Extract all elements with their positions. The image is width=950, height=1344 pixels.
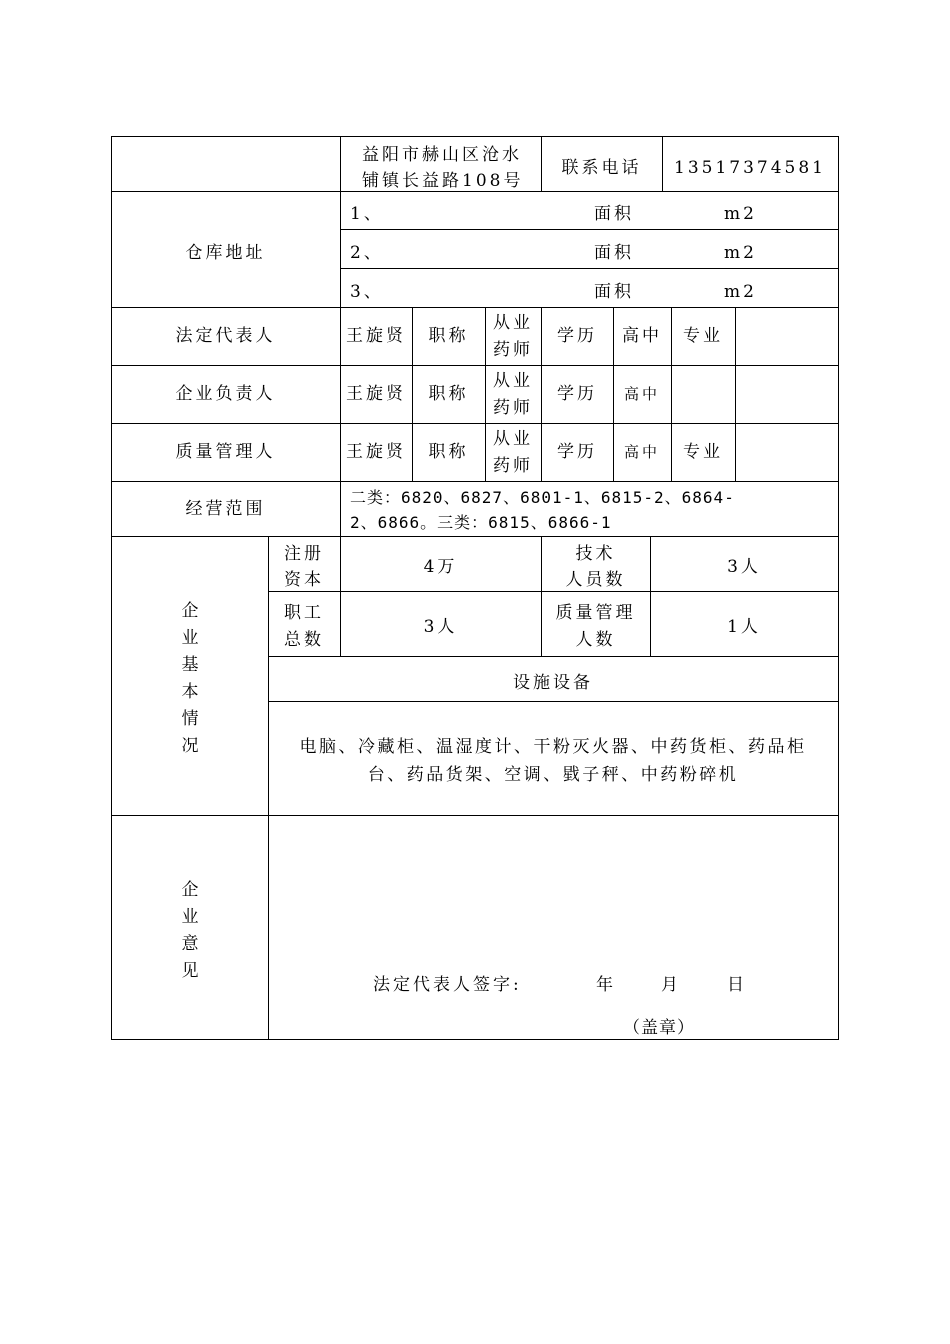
person-2-role: 企业负责人 xyxy=(175,384,276,404)
warehouse-1-area-label: 面积 xyxy=(594,204,634,224)
border-p3 xyxy=(111,481,839,482)
tech-staff-label-l2: 人员数 xyxy=(565,570,626,590)
seal-label: （盖章） xyxy=(623,1018,695,1038)
reg-capital-label-l1: 注册 xyxy=(284,544,324,564)
person-3-edu-label: 学历 xyxy=(557,442,597,462)
qm-count-label-l2: 人数 xyxy=(575,630,616,650)
border-basic-end xyxy=(111,815,839,816)
person-3-name: 王旋贤 xyxy=(346,442,406,462)
border-scope xyxy=(111,536,839,537)
person-1-major-label: 专业 xyxy=(683,326,723,346)
qm-count-label-l1: 质量管理 xyxy=(555,603,636,623)
facility-header: 设施设备 xyxy=(513,673,593,693)
person-2-title-l2: 药师 xyxy=(493,398,533,418)
phone-value: 13517374581 xyxy=(674,158,826,178)
border-right xyxy=(838,136,839,1040)
person-2-title-l1: 从业 xyxy=(493,371,533,391)
signature-label: 法定代表人签字: xyxy=(373,975,522,995)
staff-total-value: 3人 xyxy=(423,617,458,637)
warehouse-2-area-label: 面积 xyxy=(594,243,634,263)
person-1-title-l2: 药师 xyxy=(493,340,533,360)
address-line2: 铺镇长益路108号 xyxy=(362,171,524,191)
border-b2 xyxy=(268,656,839,657)
warehouse-label: 仓库地址 xyxy=(185,243,266,263)
person-2-edu-label: 学历 xyxy=(557,384,597,404)
qm-count-value: 1人 xyxy=(727,617,761,637)
border-wh2 xyxy=(340,268,839,269)
person-3-title-label: 职称 xyxy=(428,442,469,462)
address-line1: 益阳市赫山区沧水 xyxy=(362,145,522,165)
scope-label: 经营范围 xyxy=(185,499,266,519)
warehouse-3-unit: m2 xyxy=(724,282,757,302)
reg-capital-value: 4万 xyxy=(423,557,458,577)
person-3-major-label: 专业 xyxy=(683,442,723,462)
border-b3 xyxy=(268,701,839,702)
person-2-title-label: 职称 xyxy=(428,384,469,404)
warehouse-3-num: 3、 xyxy=(350,282,384,302)
border-p1 xyxy=(111,365,839,366)
opinion-side-label: 企 业 意 见 xyxy=(181,880,199,981)
warehouse-1-num: 1、 xyxy=(350,204,384,224)
warehouse-2-unit: m2 xyxy=(724,243,757,263)
person-3-title-l2: 药师 xyxy=(493,456,533,476)
date-month: 月 xyxy=(661,975,681,995)
border-wh1 xyxy=(340,229,839,230)
border-p2 xyxy=(111,423,839,424)
person-3-title-l1: 从业 xyxy=(493,429,533,449)
person-1-role: 法定代表人 xyxy=(175,326,276,346)
person-1-title-l1: 从业 xyxy=(493,313,533,333)
person-3-edu: 高中 xyxy=(623,443,660,461)
basic-side-label: 企 业 基 本 情 况 xyxy=(181,601,199,756)
border-left xyxy=(111,136,112,1040)
col-p-f xyxy=(735,307,736,482)
person-1-edu-label: 学历 xyxy=(557,326,597,346)
tech-staff-label-l1: 技术 xyxy=(575,544,616,564)
staff-total-label-l1: 职工 xyxy=(284,603,324,623)
facility-line2: 台、药品货架、空调、戥子秤、中药粉碎机 xyxy=(367,765,739,785)
person-2-name: 王旋贤 xyxy=(346,384,406,404)
date-year: 年 xyxy=(596,975,616,995)
border-top xyxy=(111,136,839,137)
staff-total-label-l2: 总数 xyxy=(284,630,324,650)
scope-line2: 2、6866。三类：6815、6866-1 xyxy=(350,513,612,532)
scope-line1: 二类：6820、6827、6801-1、6815-2、6864- xyxy=(350,488,735,507)
warehouse-2-num: 2、 xyxy=(350,243,384,263)
facility-line1: 电脑、冷藏柜、温湿度计、干粉灭火器、中药货柜、药品柜 xyxy=(299,737,807,757)
tech-staff-value: 3人 xyxy=(727,557,761,577)
person-1-name: 王旋贤 xyxy=(346,326,406,346)
phone-label: 联系电话 xyxy=(561,158,642,178)
person-1-edu: 高中 xyxy=(622,326,662,346)
border-wh-end xyxy=(111,307,839,308)
date-day: 日 xyxy=(727,975,747,995)
warehouse-1-unit: m2 xyxy=(724,204,757,224)
border-bottom xyxy=(111,1039,839,1040)
warehouse-3-area-label: 面积 xyxy=(594,282,634,302)
reg-capital-label-l2: 资本 xyxy=(284,570,324,590)
person-1-title-label: 职称 xyxy=(428,326,469,346)
person-2-edu: 高中 xyxy=(623,385,660,403)
person-3-role: 质量管理人 xyxy=(175,442,276,462)
